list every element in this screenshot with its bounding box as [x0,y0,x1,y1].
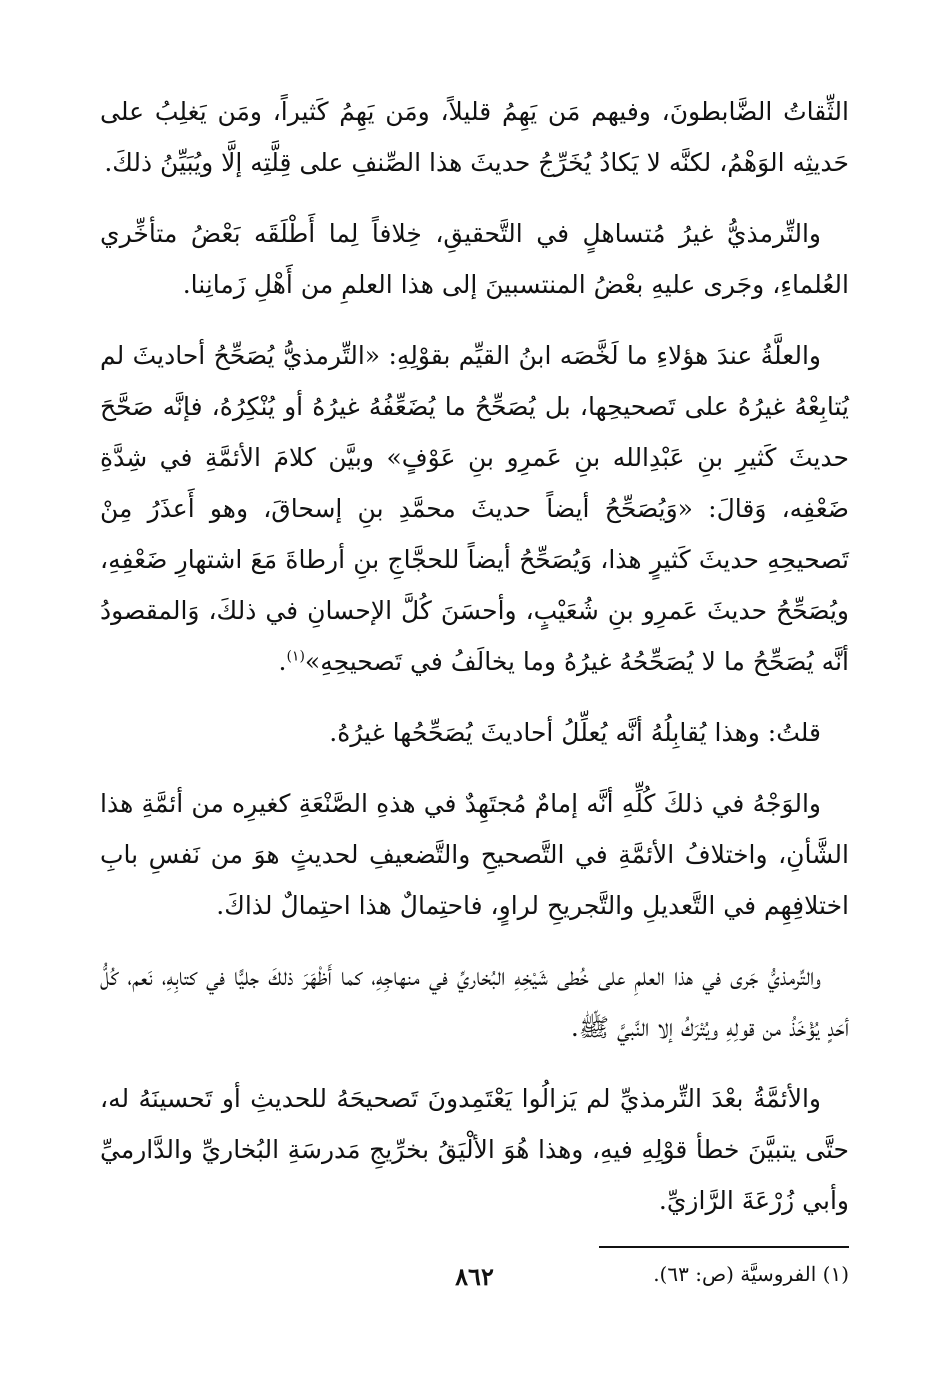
paragraph-5: والوَجْهُ في ذلكَ كُلِّهِ أنَّه إمامٌ مُجتَهِدٌ في هذهِ الصَّنْعَةِ كغيرِه من أئمَّةِ هذا الشَّأنِ، واختلافُ الأئمَّةِ في التَّصحيحِ والتَّضعيفِ لحديثٍ هوَ من نَفسِ بابِ اختلافِهِم في التَّعديلِ والتَّجريحِ لراوٍ، فاحتِمالٌ هذا احتِمالٌ لذاكَ. [100,789,849,920]
footnote-marker: (١) [286,648,305,665]
paragraph-7: والأئمَّةُ بعْدَ التِّرمذيِّ لم يَزالُوا يَعْتَمِدونَ تَصحيحَهُ للحديثِ أو تَحسينَهُ له، حتَّى يتبيَّنَ خطأ قوْلِهِ فيهِ، وهذا هُوَ الألْيَقُ بخرِّيجِ مَدرسَةِ البُخاريِّ والدَّارميِّ وأبي زُرْعَةَ الرَّازيِّ. [100,1084,849,1215]
page-number: ٨٦٢ [455,1262,494,1291]
paragraph-1: الثِّقاتُ الضَّابطونَ، وفيهم مَن يَهِمُ قليلاً، ومَن يَهِمُ كَثيراً، ومَن يَغلِبُ على حَديثِه الوَهْمُ، لكنَّه لا يَكادُ يُخَرِّجُ حديثَ هذا الصِّنفِ على قِلَّتِه إلَّا ويُبَيِّنُ ذلكَ. [100,97,849,177]
paragraph-6: والتِّرمذيُّ جَرى في هذا العلمِ على خُطى شَيْخِهِ البُخاريِّ في منهاجِهِ، كما أَظْهَرَ ذلكَ جليًّا في كتابِهِ، نَعم، كُلُّ أحَدٍ يُؤْخَذُ من قولِهِ ويُتْرَكُ إلا النَّبيَّ ﷺ. [100,962,849,1042]
page-body [100,86,849,1346]
paragraph-2: والتِّرمذيُّ غيرُ مُتساهلٍ في التَّحقيقِ، خِلافاً لِما أَطْلَقَه بَعْضُ متأخِّري العُلماءِ، وجَرى عليهِ بعْضُ المنتسبينَ إلى هذا العلمِ من أَهْلِ زَمانِنا. [100,219,849,299]
paragraph-4: قلتُ: وهذا يُقابِلُهُ أنَّه يُعلِّلُ أحاديثَ يُصَحِّحُها غيرُهُ. [329,718,821,747]
paragraph-3: والعلَّةُ عندَ هؤلاءِ ما لَخَّصَه ابنُ القيِّم بقوْلِهِ: «التِّرمذيُّ يُصَحِّحُ أحاديثَ لم يُتابِعْهُ غيرُهُ على تَصحيحِها، بل يُصَحِّحُ ما يُضَعِّفُهُ غيرُهُ أو يُنْكِرُهُ، فإنَّه صَحَّحَ حديثَ كَثيرِ بنِ عَبْدِالله بنِ عَمرِو بنِ عَوْفٍ» وبيَّن كلامَ الأئمَّةِ في شِدَّةِ ضَعْفِه، وَقالَ: «وَيُصَحِّحُ أيضاً حديثَ محمَّدِ بنِ إسحاقَ، وهو أَعذَرُ مِنْ تَصحيحِهِ حديثَ كَثيرٍ هذا، وَيُصَحِّحُ أيضاً للحجَّاجِ بنِ أرطاةَ مَعَ اشتهارِ ضَعْفِهِ، ويُصَحِّحُ حديثَ عَمرِو بنِ شُعَيْبٍ، وأحسَنَ كُلَّ الإحسانِ في ذلكَ، وَالمقصودُ أنَّه يُصَحِّحُ ما لا يُصَحِّحُهُ غيرُهُ وما يخالَفُ في تَصحيحِهِ»$^{(١)}$. [100,341,849,676]
paragraph-3-text: والعلَّةُ عندَ هؤلاءِ ما لَخَّصَه ابنُ القيِّم بقوْلِهِ: «التِّرمذيُّ يُصَحِّحُ أحاديثَ لم يُتابِعْهُ غيرُهُ على تَصحيحِها، بل يُصَحِّحُ ما يُضَعِّفُهُ غيرُهُ أو يُنْكِرُهُ، فإنَّه صَحَّحَ حديثَ كَثيرِ بنِ عَبْدِالله بنِ عَمرِو بنِ عَوْفٍ» وبيَّن كلامَ الأئمَّةِ في شِدَّةِ ضَعْفِه، وَقالَ: «وَيُصَحِّحُ أيضاً حديثَ محمَّدِ بنِ إسحاقَ، وهو أَعذَرُ مِنْ تَصحيحِهِ حديثَ كَثيرٍ هذا، وَيُصَحِّحُ أيضاً للحجَّاجِ بنِ أرطاةَ مَعَ اشتهارِ ضَعْفِهِ، ويُصَحِّحُ حديثَ عَمرِو بنِ شُعَيْبٍ، وأحسَنَ كُلَّ الإحسانِ في ذلكَ، وَالمقصودُ أنَّه يُصَحِّحُ ما لا يُصَحِّحُهُ غيرُهُ وما يخالَفُ في تَصحيحِهِ» [100,341,849,676]
footnote: (١) الفروسيَّة (ص: ٦٣). [653,1262,849,1286]
footnote-divider [599,1246,849,1248]
